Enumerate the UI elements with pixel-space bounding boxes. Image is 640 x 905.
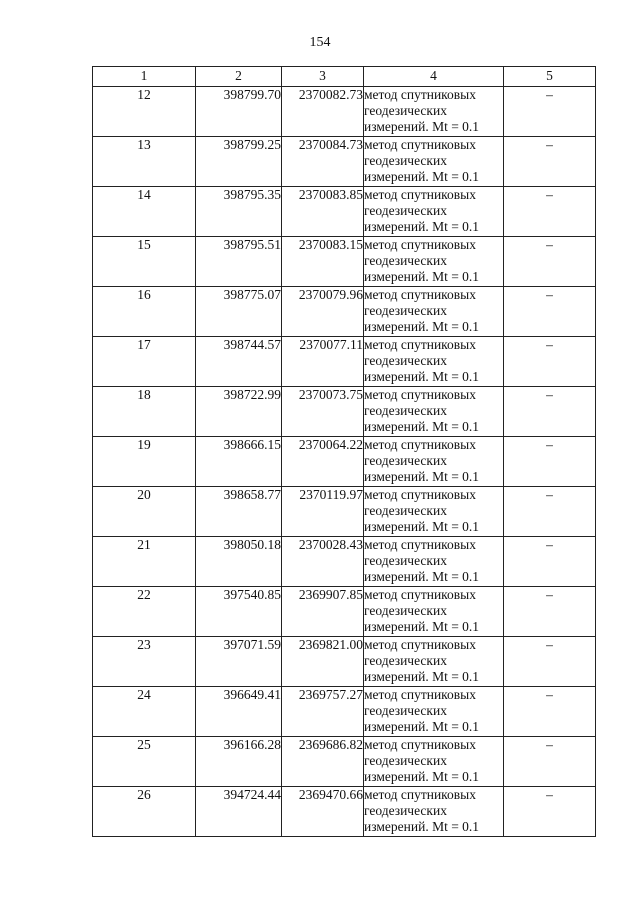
table-row	[93, 237, 596, 287]
table-row	[93, 487, 596, 537]
table-row	[93, 437, 596, 487]
method-line-3: измерений. Mt = 0.1	[364, 419, 480, 434]
x-coordinate-cell: 394724.44	[196, 787, 282, 837]
y-coordinate-cell: 2370073.75	[282, 387, 364, 437]
method-line-2: геодезических	[364, 503, 447, 518]
y-coordinate-cell: 2370119.97	[282, 487, 364, 537]
method-cell	[364, 737, 504, 787]
y-coordinate-cell: 2370079.96	[282, 287, 364, 337]
y-coordinate-cell: 2369470.66	[282, 787, 364, 837]
point-number-cell: 18	[93, 387, 196, 437]
note-cell: –	[504, 187, 596, 237]
table-row	[93, 737, 596, 787]
point-number-cell: 14	[93, 187, 196, 237]
note-cell: –	[504, 587, 596, 637]
point-number-cell: 21	[93, 537, 196, 587]
table-row	[93, 637, 596, 687]
x-coordinate-cell: 398050.18	[196, 537, 282, 587]
method-line-2: геодезических	[364, 703, 447, 718]
x-coordinate-cell: 396649.41	[196, 687, 282, 737]
method-line-3: измерений. Mt = 0.1	[364, 369, 480, 384]
table-row	[93, 337, 596, 387]
method-line-3: измерений. Mt = 0.1	[364, 169, 480, 184]
note-cell: –	[504, 537, 596, 587]
x-coordinate-cell: 397540.85	[196, 587, 282, 637]
x-coordinate-cell: 398795.35	[196, 187, 282, 237]
method-line-2: геодезических	[364, 203, 447, 218]
method-cell	[364, 787, 504, 837]
method-line-1: метод спутниковых	[364, 687, 476, 702]
method-line-2: геодезических	[364, 653, 447, 668]
table-row	[93, 87, 596, 137]
method-line-2: геодезических	[364, 553, 447, 568]
method-cell	[364, 87, 504, 137]
x-coordinate-cell: 398744.57	[196, 337, 282, 387]
method-line-1: метод спутниковых	[364, 737, 476, 752]
method-cell	[364, 537, 504, 587]
x-coordinate-cell: 398722.99	[196, 387, 282, 437]
method-cell	[364, 237, 504, 287]
point-number-cell: 17	[93, 337, 196, 387]
method-line-1: метод спутниковых	[364, 787, 476, 802]
y-coordinate-cell: 2369757.27	[282, 687, 364, 737]
method-line-3: измерений. Mt = 0.1	[364, 119, 480, 134]
y-coordinate-cell: 2370083.85	[282, 187, 364, 237]
table-row	[93, 587, 596, 637]
method-cell	[364, 587, 504, 637]
x-coordinate-cell: 397071.59	[196, 637, 282, 687]
method-line-3: измерений. Mt = 0.1	[364, 669, 480, 684]
table-body	[93, 87, 596, 837]
method-cell	[364, 437, 504, 487]
column-header-5: 5	[504, 67, 596, 87]
note-cell: –	[504, 487, 596, 537]
point-number-cell: 22	[93, 587, 196, 637]
method-line-1: метод спутниковых	[364, 437, 476, 452]
method-line-1: метод спутниковых	[364, 387, 476, 402]
y-coordinate-cell: 2370083.15	[282, 237, 364, 287]
method-cell	[364, 137, 504, 187]
method-line-3: измерений. Mt = 0.1	[364, 819, 480, 834]
table-row	[93, 687, 596, 737]
table-header	[93, 67, 596, 87]
table-row	[93, 387, 596, 437]
note-cell: –	[504, 437, 596, 487]
method-line-2: геодезических	[364, 603, 447, 618]
method-line-2: геодезических	[364, 403, 447, 418]
point-number-cell: 16	[93, 287, 196, 337]
page-number: 154	[309, 35, 331, 50]
y-coordinate-cell: 2370077.11	[282, 337, 364, 387]
x-coordinate-cell: 398799.25	[196, 137, 282, 187]
method-cell	[364, 487, 504, 537]
method-cell	[364, 687, 504, 737]
method-line-3: измерений. Mt = 0.1	[364, 719, 480, 734]
point-number-cell: 13	[93, 137, 196, 187]
column-header-2: 2	[196, 67, 282, 87]
coordinates-table	[92, 66, 596, 837]
point-number-cell: 12	[93, 87, 196, 137]
x-coordinate-cell: 398775.07	[196, 287, 282, 337]
method-line-3: измерений. Mt = 0.1	[364, 569, 480, 584]
method-line-2: геодезических	[364, 753, 447, 768]
method-line-1: метод спутниковых	[364, 487, 476, 502]
method-line-1: метод спутниковых	[364, 187, 476, 202]
note-cell: –	[504, 737, 596, 787]
table-row	[93, 787, 596, 837]
method-line-2: геодезических	[364, 803, 447, 818]
method-line-2: геодезических	[364, 303, 447, 318]
method-line-1: метод спутниковых	[364, 637, 476, 652]
note-cell: –	[504, 687, 596, 737]
method-line-2: геодезических	[364, 453, 447, 468]
table-row	[93, 287, 596, 337]
method-cell	[364, 187, 504, 237]
method-line-1: метод спутниковых	[364, 587, 476, 602]
note-cell: –	[504, 137, 596, 187]
method-line-1: метод спутниковых	[364, 137, 476, 152]
table-row	[93, 137, 596, 187]
note-cell: –	[504, 287, 596, 337]
point-number-cell: 24	[93, 687, 196, 737]
x-coordinate-cell: 398666.15	[196, 437, 282, 487]
y-coordinate-cell: 2369907.85	[282, 587, 364, 637]
note-cell: –	[504, 337, 596, 387]
method-cell	[364, 387, 504, 437]
method-line-3: измерений. Mt = 0.1	[364, 619, 480, 634]
table-row	[93, 187, 596, 237]
column-header-4: 4	[364, 67, 504, 87]
note-cell: –	[504, 387, 596, 437]
method-cell	[364, 337, 504, 387]
y-coordinate-cell: 2369821.00	[282, 637, 364, 687]
x-coordinate-cell: 398795.51	[196, 237, 282, 287]
method-cell	[364, 637, 504, 687]
method-cell	[364, 287, 504, 337]
note-cell: –	[504, 637, 596, 687]
note-cell: –	[504, 87, 596, 137]
method-line-1: метод спутниковых	[364, 287, 476, 302]
point-number-cell: 25	[93, 737, 196, 787]
method-line-3: измерений. Mt = 0.1	[364, 469, 480, 484]
y-coordinate-cell: 2370028.43	[282, 537, 364, 587]
x-coordinate-cell: 398658.77	[196, 487, 282, 537]
y-coordinate-cell: 2370082.73	[282, 87, 364, 137]
y-coordinate-cell: 2370084.73	[282, 137, 364, 187]
header-row	[93, 67, 596, 87]
point-number-cell: 20	[93, 487, 196, 537]
table-row	[93, 537, 596, 587]
column-header-1: 1	[93, 67, 196, 87]
method-line-2: геодезических	[364, 253, 447, 268]
point-number-cell: 19	[93, 437, 196, 487]
method-line-1: метод спутниковых	[364, 537, 476, 552]
method-line-1: метод спутниковых	[364, 237, 476, 252]
column-header-3: 3	[282, 67, 364, 87]
method-line-1: метод спутниковых	[364, 87, 476, 102]
method-line-3: измерений. Mt = 0.1	[364, 769, 480, 784]
note-cell: –	[504, 237, 596, 287]
y-coordinate-cell: 2370064.22	[282, 437, 364, 487]
method-line-2: геодезических	[364, 153, 447, 168]
x-coordinate-cell: 396166.28	[196, 737, 282, 787]
method-line-3: измерений. Mt = 0.1	[364, 319, 480, 334]
method-line-3: измерений. Mt = 0.1	[364, 269, 480, 284]
note-cell: –	[504, 787, 596, 837]
method-line-2: геодезических	[364, 353, 447, 368]
method-line-3: измерений. Mt = 0.1	[364, 219, 480, 234]
point-number-cell: 15	[93, 237, 196, 287]
y-coordinate-cell: 2369686.82	[282, 737, 364, 787]
point-number-cell: 26	[93, 787, 196, 837]
method-line-3: измерений. Mt = 0.1	[364, 519, 480, 534]
point-number-cell: 23	[93, 637, 196, 687]
method-line-2: геодезических	[364, 103, 447, 118]
x-coordinate-cell: 398799.70	[196, 87, 282, 137]
method-line-1: метод спутниковых	[364, 337, 476, 352]
